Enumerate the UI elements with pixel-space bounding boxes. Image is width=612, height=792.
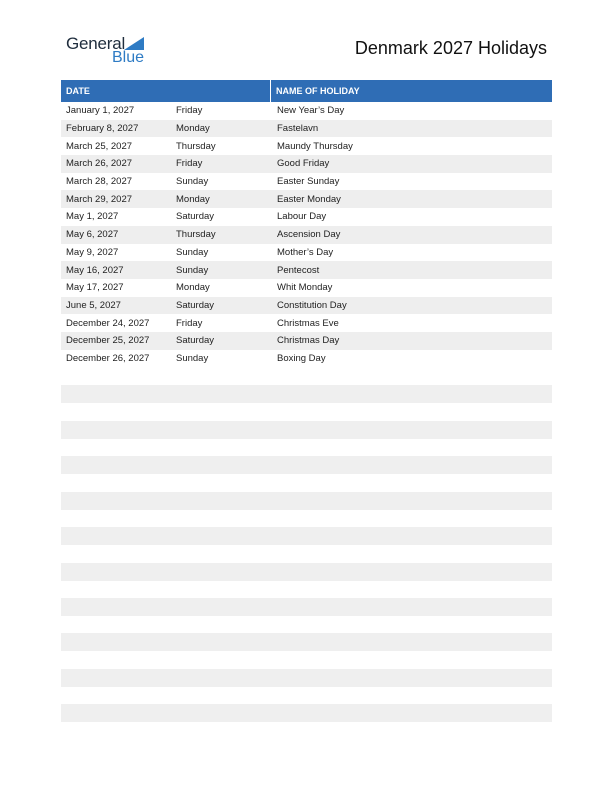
cell-weekday: Monday bbox=[176, 193, 210, 205]
table-row bbox=[61, 332, 552, 350]
cell-date: February 8, 2027 bbox=[66, 123, 139, 135]
cell-holiday-name: Good Friday bbox=[277, 158, 330, 170]
cell-holiday-name: Easter Sunday bbox=[277, 176, 340, 188]
cell-date: December 25, 2027 bbox=[66, 335, 150, 347]
cell-weekday: Saturday bbox=[176, 299, 215, 311]
table-row bbox=[61, 173, 552, 191]
cell-holiday-name: Christmas Day bbox=[277, 335, 340, 347]
empty-row-band bbox=[61, 527, 552, 545]
table-row bbox=[61, 244, 552, 262]
cell-weekday: Monday bbox=[176, 123, 210, 135]
cell-date: March 29, 2027 bbox=[66, 193, 133, 205]
cell-holiday-name: Christmas Eve bbox=[277, 317, 339, 329]
cell-weekday: Sunday bbox=[176, 246, 209, 258]
cell-date: May 6, 2027 bbox=[66, 229, 119, 241]
table-row bbox=[61, 190, 552, 208]
table-row bbox=[61, 137, 552, 155]
cell-date: May 1, 2027 bbox=[66, 211, 119, 223]
cell-date: May 9, 2027 bbox=[66, 246, 119, 258]
table-row bbox=[61, 314, 552, 332]
empty-row-band bbox=[61, 598, 552, 616]
cell-date: March 28, 2027 bbox=[66, 176, 133, 188]
table-row bbox=[61, 297, 552, 315]
generalblue-logo bbox=[66, 34, 156, 68]
cell-weekday: Saturday bbox=[176, 211, 215, 223]
cell-holiday-name: Mother’s Day bbox=[277, 246, 334, 258]
cell-date: December 24, 2027 bbox=[66, 317, 150, 329]
logo-word-general: General bbox=[66, 34, 126, 53]
header-holiday-name: NAME OF HOLIDAY bbox=[276, 86, 360, 96]
table-row bbox=[61, 120, 552, 138]
cell-date: December 26, 2027 bbox=[66, 352, 150, 364]
empty-row-band bbox=[61, 492, 552, 510]
cell-date: January 1, 2027 bbox=[66, 105, 135, 117]
table-row bbox=[61, 279, 552, 297]
cell-weekday: Friday bbox=[176, 317, 203, 329]
cell-weekday: Monday bbox=[176, 282, 210, 294]
cell-date: March 25, 2027 bbox=[66, 140, 133, 152]
cell-date: March 26, 2027 bbox=[66, 158, 133, 170]
empty-row-band bbox=[61, 633, 552, 651]
cell-weekday: Sunday bbox=[176, 352, 209, 364]
cell-holiday-name: Whit Monday bbox=[277, 282, 333, 294]
cell-holiday-name: New Year’s Day bbox=[277, 105, 345, 117]
table-row bbox=[61, 226, 552, 244]
cell-date: June 5, 2027 bbox=[66, 299, 121, 311]
cell-weekday: Saturday bbox=[176, 335, 215, 347]
empty-row-band bbox=[61, 421, 552, 439]
cell-weekday: Friday bbox=[176, 158, 203, 170]
cell-holiday-name: Ascension Day bbox=[277, 229, 341, 241]
cell-weekday: Thursday bbox=[176, 140, 216, 152]
empty-row-band bbox=[61, 385, 552, 403]
cell-date: May 17, 2027 bbox=[66, 282, 124, 294]
cell-holiday-name: Constitution Day bbox=[277, 299, 347, 311]
cell-holiday-name: Maundy Thursday bbox=[277, 140, 353, 152]
cell-weekday: Friday bbox=[176, 105, 203, 117]
empty-row-band bbox=[61, 669, 552, 687]
cell-weekday: Thursday bbox=[176, 229, 216, 241]
cell-holiday-name: Boxing Day bbox=[277, 352, 326, 364]
table-row bbox=[61, 155, 552, 173]
cell-holiday-name: Pentecost bbox=[277, 264, 320, 276]
empty-row-band bbox=[61, 456, 552, 474]
table-row bbox=[61, 208, 552, 226]
cell-holiday-name: Labour Day bbox=[277, 211, 327, 223]
cell-weekday: Sunday bbox=[176, 176, 209, 188]
cell-date: May 16, 2027 bbox=[66, 264, 124, 276]
empty-row-band bbox=[61, 563, 552, 581]
table-header bbox=[61, 80, 552, 102]
table-row bbox=[61, 261, 552, 279]
empty-row-band bbox=[61, 704, 552, 722]
cell-holiday-name: Fastelavn bbox=[277, 123, 319, 135]
table-row bbox=[61, 350, 552, 368]
holiday-table bbox=[61, 80, 552, 367]
header-date: DATE bbox=[61, 80, 271, 102]
page-title: Denmark 2027 Holidays bbox=[354, 38, 547, 58]
cell-holiday-name: Easter Monday bbox=[277, 193, 341, 205]
table-row bbox=[61, 102, 552, 120]
cell-weekday: Sunday bbox=[176, 264, 209, 276]
logo-word-blue: Blue bbox=[112, 49, 145, 66]
